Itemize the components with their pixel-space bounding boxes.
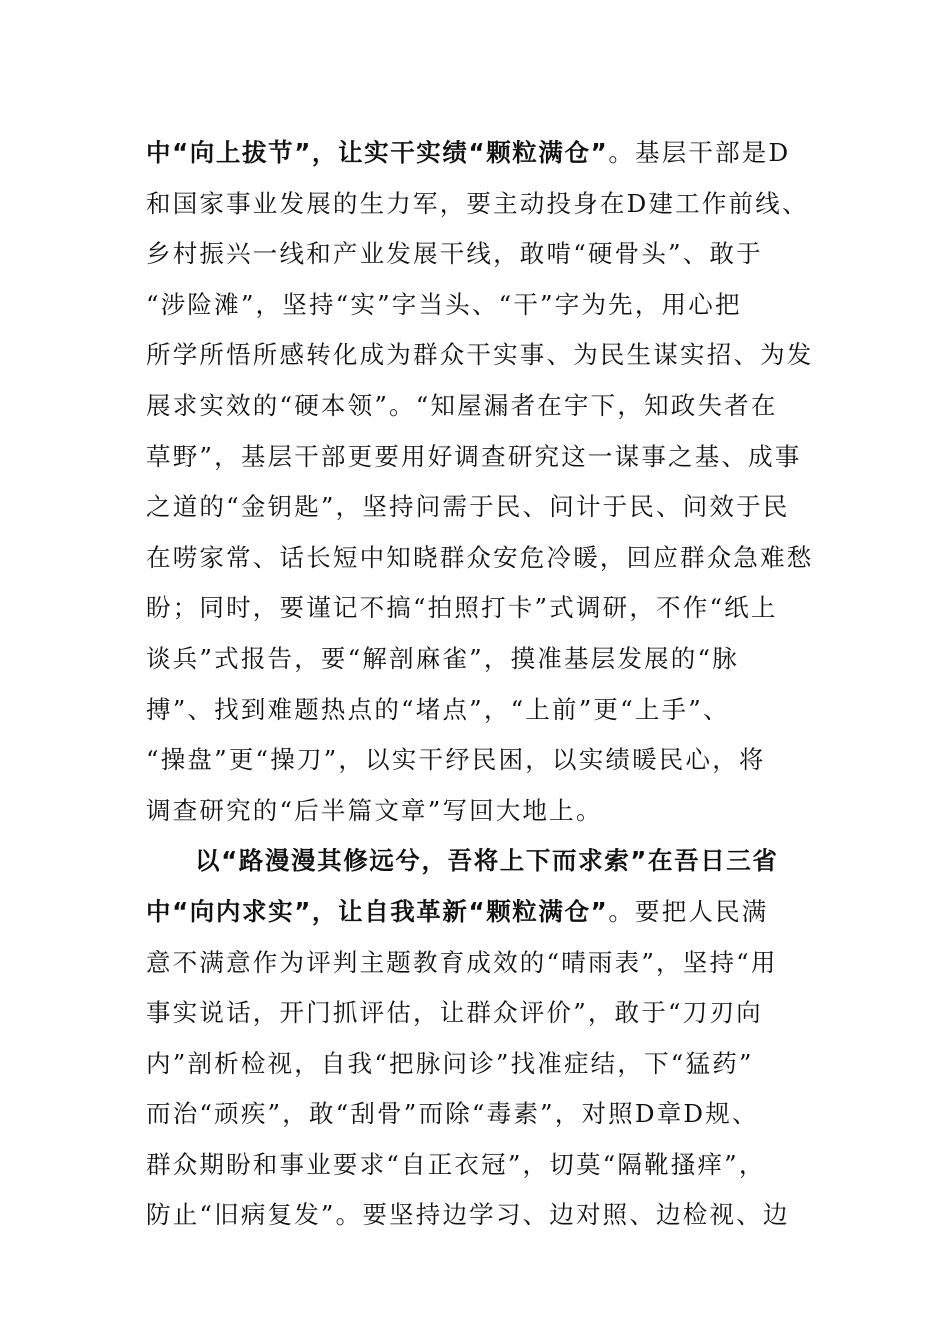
body-text <box>146 128 826 1241</box>
text-line <box>146 1190 826 1241</box>
text-line <box>146 533 826 584</box>
line-text: 和国家事业发展的生力军，要主动投身在D建工作前线、 <box>146 188 809 218</box>
line-text: “操盘”更“操刀”，以实干纾民困，以实绩暖民心，将 <box>146 745 766 775</box>
text-line <box>146 634 826 685</box>
line-text: 群众期盼和事业要求“自正衣冠”，切莫“隔靴搔痒”， <box>146 1149 766 1179</box>
text-line <box>146 735 826 786</box>
line-text: 。基层干部是D <box>608 138 791 167</box>
text-line <box>146 685 826 736</box>
bold-heading: 以“路漫漫其修远兮，吾将上下而求索”在吾日三省 <box>195 846 779 876</box>
line-text: 事实说话，开门抓评估，让群众评价”，敢于“刀刃向 <box>146 998 763 1028</box>
line-text: 在唠家常、话长短中知晓群众安危冷暖，回应群众急难愁 <box>146 542 814 572</box>
text-line <box>146 432 826 483</box>
text-line <box>146 786 826 837</box>
line-text: 而治“顽疾”，敢“刮骨”而除“毒素”，对照D章D规、 <box>146 1099 759 1129</box>
line-text: 盼；同时，要谨记不搞“拍照打卡”式调研，不作“纸上 <box>146 593 778 623</box>
text-line <box>146 229 826 280</box>
text-line <box>146 887 826 938</box>
text-line <box>146 381 826 432</box>
text-line <box>146 330 826 381</box>
text-line <box>146 1089 826 1140</box>
line-text: 防止“旧病复发”。要坚持边学习、边对照、边检视、边 <box>146 1200 790 1230</box>
line-text: 之道的“金钥匙”，坚持问需于民、问计于民、问效于民 <box>146 492 790 522</box>
text-line <box>146 583 826 634</box>
text-line <box>146 128 826 179</box>
line-text: 。要把人民满 <box>608 896 769 926</box>
paragraph-heading-line <box>146 836 826 887</box>
line-text: 调查研究的“后半篇文章”写回大地上。 <box>146 795 603 825</box>
bold-heading: 中“向上拔节”，让实干实绩“颗粒满仓” <box>146 138 609 167</box>
line-text: 谈兵”式报告，要“解剖麻雀”，摸准基层发展的“脉 <box>146 643 739 673</box>
line-text: “涉险滩”，坚持“实”字当头、“干”字为先，用心把 <box>146 289 742 319</box>
text-line <box>146 1039 826 1090</box>
line-text: 乡村振兴一线和产业发展干线，敢啃“硬骨头”、敢于 <box>146 239 763 269</box>
text-line <box>146 179 826 230</box>
line-text: 展求实效的“硬本领”。“知屋漏者在宇下，知政失者在 <box>146 390 778 420</box>
text-line <box>146 988 826 1039</box>
line-text: 搏”、找到难题热点的“堵点”，“上前”更“上手”、 <box>146 694 730 724</box>
text-line <box>146 1140 826 1191</box>
line-text: 所学所悟所感转化成为群众干实事、为民生谋实招、为发 <box>146 340 814 370</box>
text-line <box>146 938 826 989</box>
text-line <box>146 482 826 533</box>
line-text: 内”剖析检视，自我“把脉问诊”找准症结，下“猛药” <box>146 1048 754 1078</box>
text-line <box>146 280 826 331</box>
bold-heading: 中“向内求实”，让自我革新“颗粒满仓” <box>146 896 609 926</box>
line-text: 草野”，基层干部更要用好调查研究这一谋事之基、成事 <box>146 441 802 471</box>
line-text: 意不满意作为评判主题教育成效的“晴雨表”，坚持“用 <box>146 947 778 977</box>
